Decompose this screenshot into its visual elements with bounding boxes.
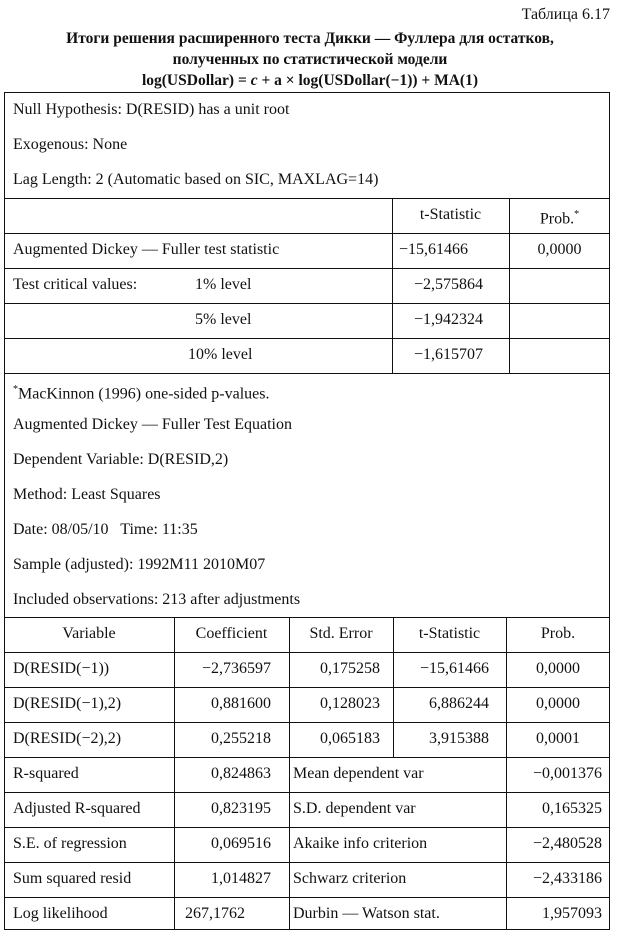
caption-model-lhs: log(USDollar) = bbox=[141, 72, 251, 89]
col-header-prob bbox=[509, 205, 610, 229]
variable-name: D(RESID(−1),2) bbox=[13, 695, 122, 712]
adf-label: Augmented Dickey — Fuller test statistic bbox=[13, 241, 280, 258]
dependent-variable: Dependent Variable: D(RESID,2) bbox=[13, 451, 229, 468]
footnote-mark: * bbox=[574, 209, 580, 220]
rule bbox=[4, 827, 610, 828]
date-time: Date: 08/05/10 Time: 11:35 bbox=[13, 521, 198, 538]
col-header-t-stat: t-Statistic bbox=[418, 625, 481, 642]
stat-label: Durbin — Watson stat. bbox=[293, 905, 440, 922]
coefficient-value: 0,881600 bbox=[211, 695, 271, 712]
col-header-t-statistic: t-Statistic bbox=[419, 206, 482, 223]
test-equation: Augmented Dickey — Fuller Test Equation bbox=[13, 416, 292, 433]
rule bbox=[4, 757, 610, 758]
rule bbox=[4, 722, 610, 723]
coefficient-value: 0,255218 bbox=[211, 730, 271, 747]
stat-label: R-squared bbox=[13, 765, 79, 782]
rule bbox=[289, 757, 290, 930]
rule bbox=[4, 897, 610, 898]
prob-value: 0,0001 bbox=[536, 730, 580, 747]
variable-name: D(RESID(−2),2) bbox=[13, 730, 122, 747]
stat-value: 0,824863 bbox=[211, 765, 271, 782]
rule bbox=[4, 198, 610, 199]
stat-value: 0,069516 bbox=[211, 835, 271, 852]
table-caption bbox=[0, 28, 620, 91]
rule bbox=[4, 338, 610, 339]
included-observations: Included observations: 213 after adjustments bbox=[13, 591, 301, 608]
col-header-variable: Variable bbox=[62, 625, 116, 642]
footnote bbox=[13, 380, 270, 404]
adf-t-statistic: −15,61466 bbox=[399, 241, 469, 258]
stat-label: Sum squared resid bbox=[13, 870, 132, 887]
rule bbox=[4, 373, 610, 374]
level-10-value: −1,615707 bbox=[413, 346, 483, 363]
table-number: Таблица 6.17 bbox=[521, 6, 610, 23]
stat-label: S.D. dependent var bbox=[293, 800, 416, 817]
stat-value: −2,433186 bbox=[532, 870, 602, 887]
method: Method: Least Squares bbox=[13, 486, 161, 503]
std-error-value: 0,175258 bbox=[320, 660, 380, 677]
rule bbox=[4, 792, 610, 793]
lag-length: Lag Length: 2 (Automatic based on SIC, MAXLAG=14) bbox=[13, 171, 379, 188]
caption-model-c: c bbox=[250, 72, 258, 89]
critical-values-label: Test critical values: bbox=[13, 276, 138, 293]
stat-label: Mean dependent var bbox=[293, 765, 424, 782]
t-stat-value: −15,61466 bbox=[419, 660, 489, 677]
stat-value: −2,480528 bbox=[532, 835, 602, 852]
stat-value: 1,957093 bbox=[542, 905, 602, 922]
std-error-value: 0,128023 bbox=[320, 695, 380, 712]
caption-line-1: Итоги решения расширенного теста Дикки — Фуллера для остатков, bbox=[66, 30, 554, 47]
adf-prob: 0,0000 bbox=[537, 241, 582, 258]
t-stat-value: 3,915388 bbox=[429, 730, 489, 747]
rule bbox=[4, 862, 610, 863]
stat-value: 0,823195 bbox=[211, 800, 271, 817]
variable-name: D(RESID(−1)) bbox=[13, 660, 110, 677]
std-error-value: 0,065183 bbox=[320, 730, 380, 747]
prob-value: 0,0000 bbox=[536, 660, 580, 677]
stat-label: Log likelihood bbox=[13, 905, 108, 922]
stat-label: Adjusted R-squared bbox=[13, 800, 141, 817]
stat-label: Akaike info criterion bbox=[293, 835, 428, 852]
coefficient-value: −2,736597 bbox=[201, 660, 271, 677]
level-5-label: 5% level bbox=[195, 311, 252, 328]
footnote-text: MacKinnon (1996) one-sided p-values. bbox=[18, 385, 270, 403]
exogenous: Exogenous: None bbox=[13, 136, 128, 153]
stat-label: S.E. of regression bbox=[13, 835, 127, 852]
col-header-prob-label: Prob. bbox=[539, 210, 575, 228]
level-5-value: −1,942324 bbox=[413, 311, 483, 328]
stat-value: 0,165325 bbox=[542, 800, 602, 817]
rule bbox=[4, 268, 610, 269]
caption-line-3 bbox=[0, 70, 620, 91]
caption-line-2: полученных по статистической модели bbox=[172, 51, 448, 68]
rule bbox=[4, 617, 610, 618]
level-10-label: 10% level bbox=[188, 346, 253, 363]
null-hypothesis: Null Hypothesis: D(RESID) has a unit root bbox=[13, 101, 290, 118]
col-header-prob: Prob. bbox=[540, 625, 576, 642]
level-1-label: 1% level bbox=[195, 276, 252, 293]
rule bbox=[4, 233, 610, 234]
rule bbox=[4, 303, 610, 304]
rule bbox=[4, 687, 610, 688]
t-stat-value: 6,886244 bbox=[429, 695, 489, 712]
sample: Sample (adjusted): 1992M11 2010M07 bbox=[13, 556, 266, 573]
stat-value: 267,1762 bbox=[185, 905, 245, 922]
level-1-value: −2,575864 bbox=[413, 276, 483, 293]
caption-model-rhs: + a × log(USDollar(−1)) + MA(1) bbox=[257, 72, 479, 89]
col-header-coefficient: Coefficient bbox=[195, 625, 268, 642]
stat-value: −0,001376 bbox=[532, 765, 602, 782]
stat-label: Schwarz criterion bbox=[293, 870, 407, 887]
rule bbox=[4, 652, 610, 653]
col-header-std-error: Std. Error bbox=[309, 625, 373, 642]
footnote-mark: * bbox=[13, 384, 18, 395]
stat-value: 1,014827 bbox=[211, 870, 271, 887]
prob-value: 0,0000 bbox=[536, 695, 580, 712]
